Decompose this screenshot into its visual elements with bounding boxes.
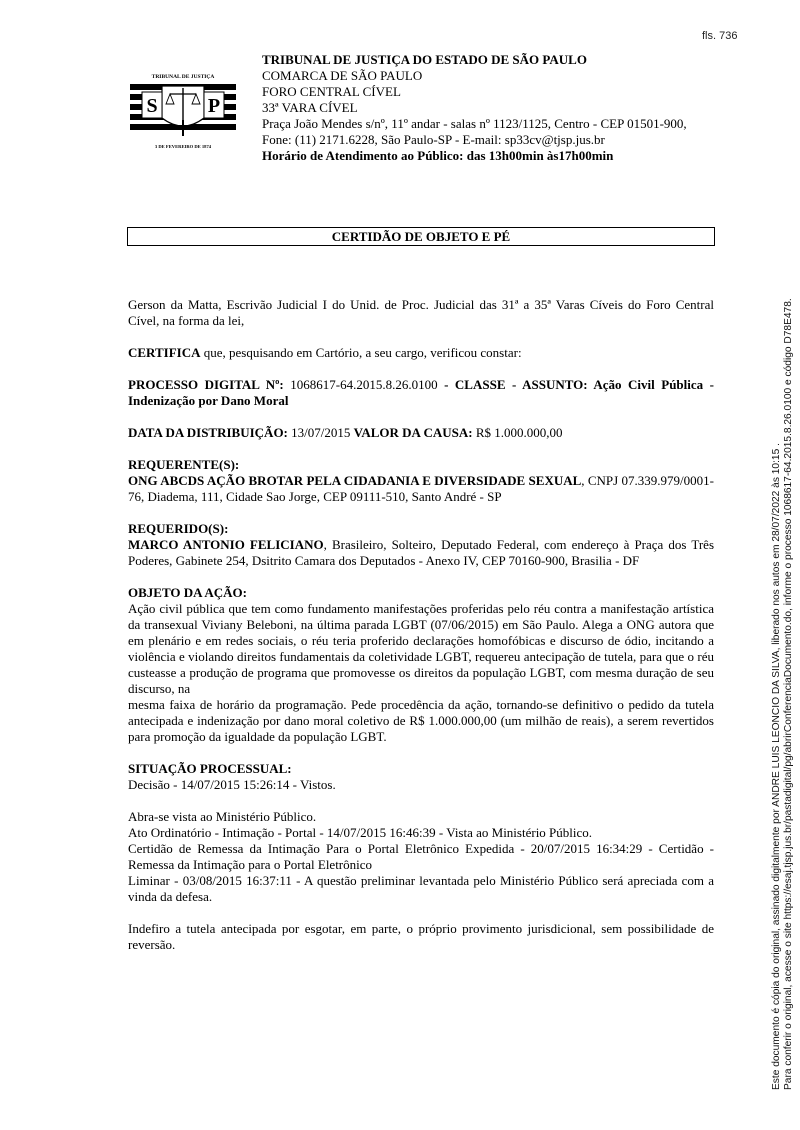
distribuicao-paragraph <box>128 425 714 441</box>
situacao-line: Liminar - 03/08/2015 16:37:11 - A questão preliminar levantada pelo Ministério Público será apreciada com a vinda da defesa. <box>128 873 714 904</box>
court-header <box>262 52 702 164</box>
vara: 33ª VARA CÍVEL <box>262 100 358 115</box>
requerente-details: , CNPJ 07.339.979/0001-76, Diadema, 111, Cidade Sao Jorge, CEP 09111-510, Santo André - SP <box>128 473 714 504</box>
distribuicao-date: 13/07/2015 <box>287 425 354 440</box>
svg-text:TRIBUNAL DE JUSTIÇA: TRIBUNAL DE JUSTIÇA <box>151 74 215 80</box>
situacao-line: Indefiro a tutela antecipada por esgotar, em parte, o próprio provimento jurisdicional, sem possibilidade de reversão. <box>128 921 714 952</box>
situacao-line: Decisão - 14/07/2015 15:26:14 - Vistos. <box>128 777 336 792</box>
objeto-paragraph-1: Ação civil pública que tem como fundamento manifestações proferidas pelo réu contra a manifestação artística da transexual Viviany Beleboni, na última parada LGBT (07/06/2015) em São Paulo. Alega a ONG autora que em plenário e em redes sociais, o réu teria proferido declarações homofóbicas e discurso de ódio, incitando a violência e violando direitos fundamentais da coletividade LGBT, requereu antecipação de tutela, para que o réu custeasse a produção de programa que promovesse os direitos da população LGBT, com mesma duração de seu discurso, na <box>128 601 714 696</box>
verification-note-line: Para conferir o original, acesse o site https://esaj.tjsp.jus.br/pastadigital/pg/abrirConferenciaDocumento.do, informe o processo 1068617-64.2015.8.26.0100 e código D78E478. <box>783 298 794 1090</box>
comarca: COMARCA DE SÃO PAULO <box>262 68 423 83</box>
certifica-label: CERTIFICA <box>128 345 201 360</box>
requerente-label: REQUERENTE(S): <box>128 457 240 472</box>
digital-signature-note <box>771 180 797 1090</box>
certifica-text: que, pesquisando em Cartório, a seu cargo, verificou constar: <box>200 345 522 360</box>
requerido-paragraph <box>128 537 714 569</box>
valor-causa: R$ 1.000.000,00 <box>472 425 563 440</box>
foro: FORO CENTRAL CÍVEL <box>262 84 401 99</box>
certifica-paragraph <box>128 345 714 361</box>
requerido-label: REQUERIDO(S): <box>128 521 229 536</box>
processo-label: PROCESSO DIGITAL Nº: <box>128 377 284 392</box>
objeto-label: OBJETO DA AÇÃO: <box>128 585 247 600</box>
processo-classe: - CLASSE - ASSUNTO: Ação Civil Pública - Indenização por Dano Moral <box>128 377 714 408</box>
court-address: Praça João Mendes s/nº, 11º andar - salas nº 1123/1125, Centro - CEP 01501-900, Fone: (11) 2171.6228, São Paulo-SP - E-mail: sp33cv@tjsp.jus.br <box>262 116 687 147</box>
svg-text:P: P <box>207 95 221 117</box>
svg-text:3 DE FEVEREIRO DE 1874: 3 DE FEVEREIRO DE 1874 <box>154 144 212 149</box>
processo-paragraph <box>128 377 714 409</box>
certificate-body <box>128 297 714 953</box>
court-name: TRIBUNAL DE JUSTIÇA DO ESTADO DE SÃO PAULO <box>262 52 587 67</box>
requerido-details: , Brasileiro, Solteiro, Deputado Federal, com endereço à Praça dos Três Poderes, Gabinete 254, Dsitrito Camara dos Deputados - Anexo IV, CEP 70160-900, Brasilia - DF <box>128 537 714 568</box>
requerido-name: MARCO ANTONIO FELICIANO <box>128 537 324 552</box>
office-hours: Horário de Atendimento ao Público: das 13h00min às17h00min <box>262 148 614 163</box>
situacao-line: Certidão de Remessa da Intimação Para o Portal Eletrônico Expedida - 20/07/2015 16:34:29 - Certidão - Remessa da Intimação para o Portal Eletrônico <box>128 841 714 872</box>
document-title: CERTIDÃO DE OBJETO E PÉ <box>127 227 715 246</box>
requerente-paragraph <box>128 473 714 505</box>
svg-text:S: S <box>146 95 158 117</box>
processo-number: 1068617-64.2015.8.26.0100 <box>283 377 445 392</box>
intro-paragraph: Gerson da Matta, Escrivão Judicial I do Unid. de Proc. Judicial das 31ª a 35ª Varas Cíveis do Foro Central Cível, na forma da lei, <box>128 297 714 328</box>
situacao-label: SITUAÇÃO PROCESSUAL: <box>128 761 292 776</box>
page-number: fls. 736 <box>702 30 738 42</box>
situacao-line: Ato Ordinatório - Intimação - Portal - 14/07/2015 16:46:39 - Vista ao Ministério Público. <box>128 825 593 840</box>
valor-label: VALOR DA CAUSA: <box>353 425 473 440</box>
situacao-line: Abra-se vista ao Ministério Público. <box>128 809 317 824</box>
signature-note-line: Este documento é cópia do original, assinado digitalmente por ANDRE LUIS LEONCIO DA SILVA, liberado nos autos em 28/07/2022 às 10:15 . <box>771 443 782 1090</box>
requerente-name: ONG ABCDS AÇÃO BROTAR PELA CIDADANIA E DIVERSIDADE SEXUAL <box>128 473 582 488</box>
distribuicao-label: DATA DA DISTRIBUIÇÃO: <box>128 425 288 440</box>
objeto-paragraph-2: mesma faixa de horário da programação. Pede procedência da ação, tornando-se definitivo o pedido da tutela antecipada e indenização por dano moral coletivo de R$ 1.000.000,00 (um milhão de reais), a serem revertidos para promoção da igualdade da população LGBT. <box>128 697 714 744</box>
court-seal-logo <box>128 70 238 150</box>
